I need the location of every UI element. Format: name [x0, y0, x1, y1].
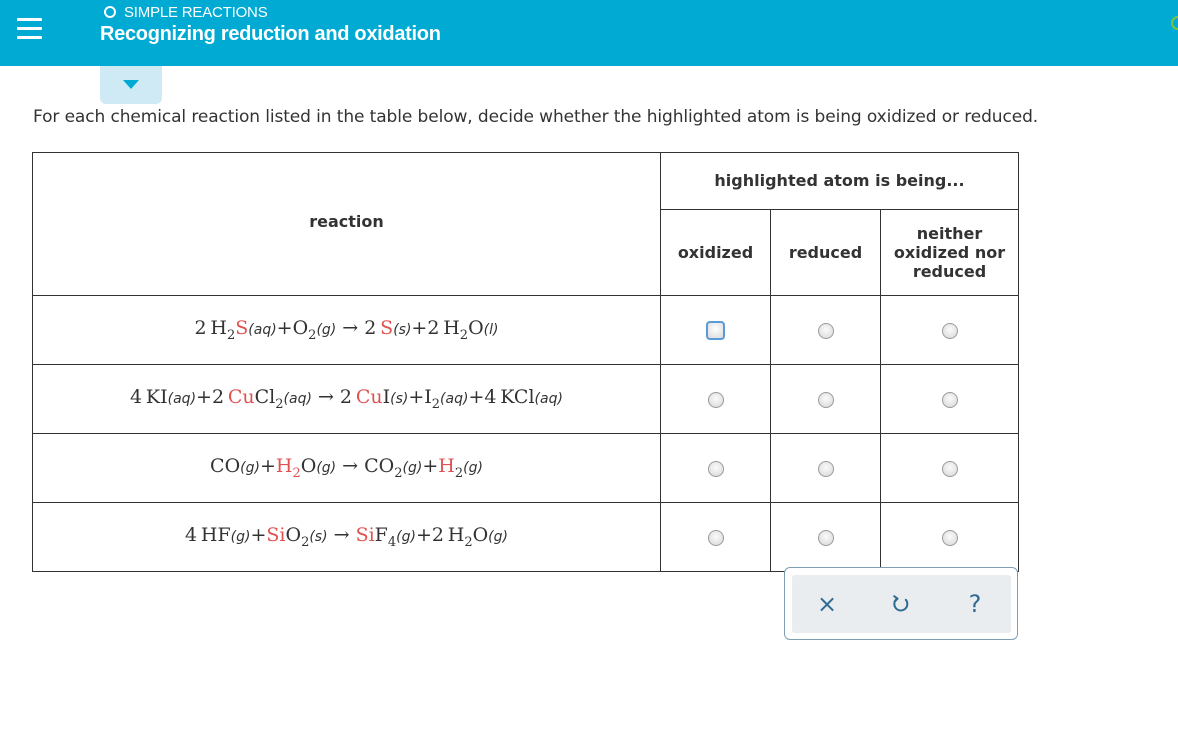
reduced-option [771, 434, 881, 503]
oxidized-header: oxidized [661, 209, 771, 295]
chevron-down-icon [123, 80, 139, 89]
highlighted-atom-header: highlighted atom is being... [661, 153, 1019, 210]
table-row [33, 365, 1019, 434]
table-row [33, 434, 1019, 503]
oxidized-option [661, 296, 771, 365]
topic-circle-icon [104, 6, 116, 18]
table-row [33, 503, 1019, 572]
reaction-equation: $CO(g)+H_2O(g) \to CO_2(g)+H_2(g)$ [33, 434, 661, 503]
reduced-radio[interactable] [818, 530, 834, 546]
clear-button[interactable] [814, 591, 840, 617]
reduced-option [771, 365, 881, 434]
help-icon: ? [968, 590, 982, 618]
neither-option [881, 434, 1019, 503]
page-title: Recognizing reduction and oxidation [100, 23, 441, 45]
neither-radio[interactable] [942, 392, 958, 408]
neither-header [881, 209, 1019, 295]
neither-option [881, 296, 1019, 365]
reduced-header: reduced [771, 209, 881, 295]
close-icon: × [816, 590, 838, 618]
neither-radio[interactable] [942, 323, 958, 339]
oxidized-radio[interactable] [706, 321, 725, 340]
oxidized-radio[interactable] [708, 392, 724, 408]
instructions: For each chemical reaction listed in the table below, decide whether the highlighted atom is being oxidized or reduced. [33, 107, 1039, 127]
reduced-radio[interactable] [818, 461, 834, 477]
neither-radio[interactable] [942, 461, 958, 477]
dropdown-toggle[interactable] [100, 66, 162, 104]
oxidized-option [661, 365, 771, 434]
reduced-radio[interactable] [818, 392, 834, 408]
oxidized-option [661, 434, 771, 503]
reduced-option [771, 503, 881, 572]
neither-radio[interactable] [942, 530, 958, 546]
reaction-header: reaction [33, 153, 661, 296]
progress-indicator [1171, 16, 1178, 30]
neither-option [881, 503, 1019, 572]
neither-option [881, 365, 1019, 434]
undo-button[interactable] [888, 591, 914, 617]
oxidized-radio[interactable] [708, 530, 724, 546]
reaction-table [32, 152, 1019, 572]
menu-icon[interactable] [14, 12, 46, 46]
reaction-equation: 4 KI(aq)+2 CuCl$_2$(aq) → 2 $CuI(s)+I_2(aq)+4$ KCl(aq) [33, 365, 661, 434]
help-button[interactable] [962, 591, 988, 617]
oxidized-radio[interactable] [708, 461, 724, 477]
topic-row [104, 3, 268, 21]
answer-actions-bar [792, 575, 1011, 633]
reaction-equation: 4 HF(g)+SiO$_2$(s) → SiF$_4$(g)+2 $H_2O(g)$ [33, 503, 661, 572]
reduced-radio[interactable] [818, 323, 834, 339]
topic-label: SIMPLE REACTIONS [124, 3, 268, 21]
reduced-option [771, 296, 881, 365]
neither-header-label: neither oxidized nor reduced [893, 223, 1006, 281]
undo-icon [891, 594, 911, 614]
table-row [33, 296, 1019, 365]
oxidized-option [661, 503, 771, 572]
reaction-equation: 2 $H_2S(aq)+O_2(g) \to 2$ S(s)+2 $H_2O(l)$ [33, 296, 661, 365]
top-bar [0, 0, 1178, 66]
answer-actions [784, 567, 1018, 640]
